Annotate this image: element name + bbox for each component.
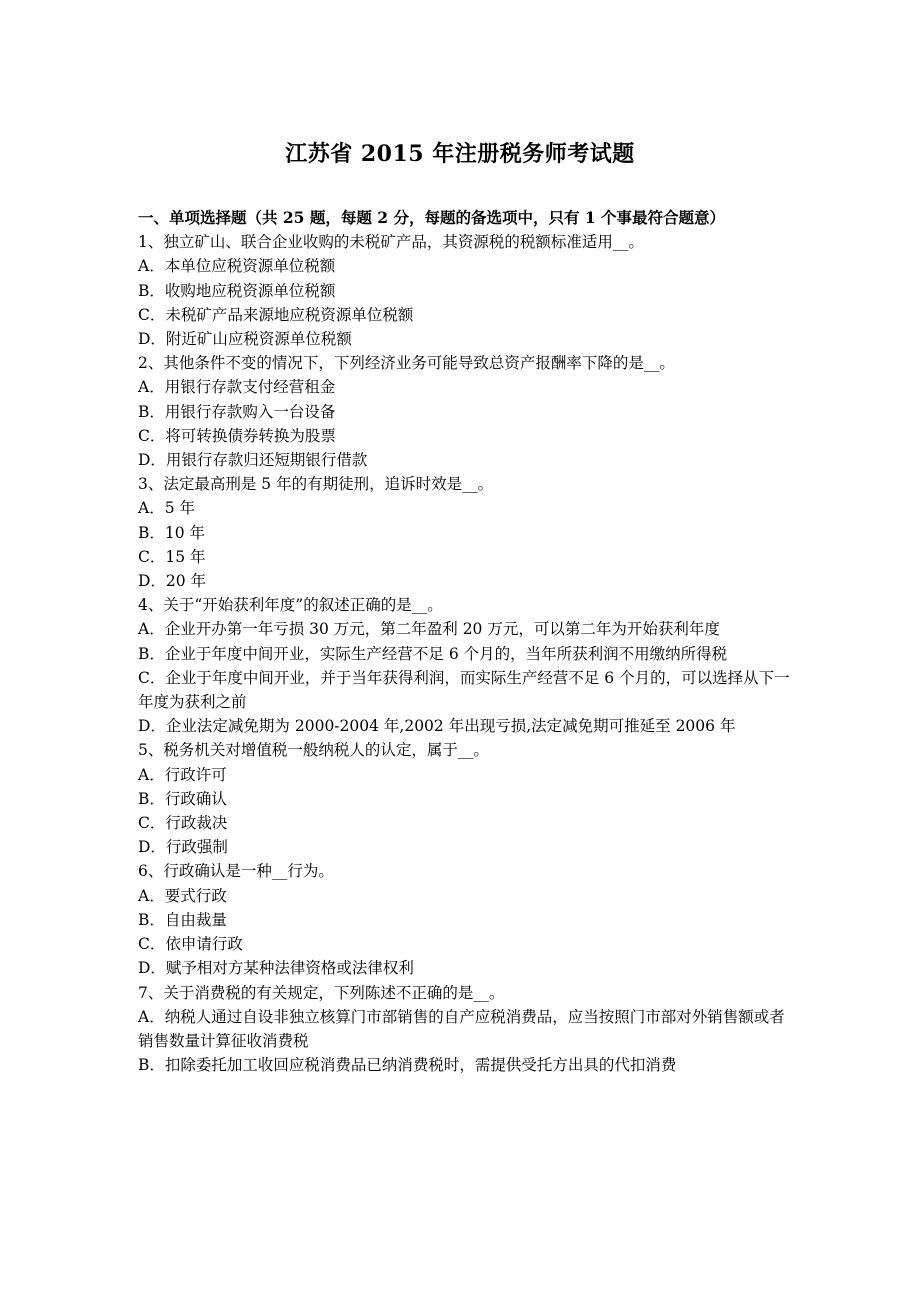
question-text: 6、行政确认是一种__行为。 bbox=[138, 862, 334, 881]
option-b: B．自由裁量 bbox=[138, 910, 227, 929]
option-d: D．行政强制 bbox=[138, 838, 228, 857]
option-a: A．纳税人通过自设非独立核算门市部销售的自产应税消费品，应当按照门市部对外销售额或者销售数量计算征收消费税 bbox=[138, 1007, 785, 1050]
option-d: D．用银行存款归还短期银行借款 bbox=[138, 451, 368, 470]
question-4 bbox=[138, 593, 796, 738]
option-b: B．企业于年度中间开业，实际生产经营不足 6 个月的，当年所获利润不用缴纳所得税 bbox=[138, 644, 728, 663]
question-text: 4、关于“开始获利年度”的叙述正确的是__。 bbox=[138, 596, 443, 615]
option-d: D．附近矿山应税资源单位税额 bbox=[138, 330, 352, 349]
option-c: C．将可转换债券转换为股票 bbox=[138, 426, 336, 445]
question-text: 7、关于消费税的有关规定，下列陈述不正确的是__。 bbox=[138, 983, 505, 1002]
option-c: C．企业于年度中间开业，并于当年获得利润，而实际生产经营不足 6 个月的，可以选择从下一年度为获利之前 bbox=[138, 668, 790, 712]
question-text: 2、其他条件不变的情况下，下列经济业务可能导致总资产报酬率下降的是__。 bbox=[138, 354, 675, 373]
option-c: C．未税矿产品来源地应税资源单位税额 bbox=[138, 305, 414, 324]
option-a: A．用银行存款支付经营租金 bbox=[138, 378, 336, 397]
option-a: A．要式行政 bbox=[138, 886, 227, 905]
option-b: B．行政确认 bbox=[138, 789, 227, 808]
option-b: B．收购地应税资源单位税额 bbox=[138, 281, 336, 300]
document-title: 江苏省 2015 年注册税务师考试题 bbox=[285, 141, 635, 167]
option-a: A．5 年 bbox=[138, 499, 195, 518]
question-text: 5、税务机关对增值税一般纳税人的认定，属于__。 bbox=[138, 741, 489, 760]
option-b: B．用银行存款购入一台设备 bbox=[138, 402, 336, 421]
option-c: C．依申请行政 bbox=[138, 935, 243, 954]
question-6 bbox=[138, 859, 796, 980]
question-text: 1、独立矿山、联合企业收购的未税矿产品，其资源税的税额标准适用__。 bbox=[138, 233, 644, 252]
option-d: D．企业法定减免期为 2000-2004 年,2002 年出现亏损,法定减免期可推延至 2006 年 bbox=[138, 717, 736, 736]
question-1 bbox=[138, 230, 796, 351]
question-text: 3、法定最高刑是 5 年的有期徒刑，追诉时效是__。 bbox=[138, 475, 494, 494]
question-7 bbox=[138, 981, 796, 1078]
question-2 bbox=[138, 351, 796, 472]
question-3 bbox=[138, 472, 796, 593]
option-d: D．20 年 bbox=[138, 572, 207, 591]
option-b: B．10 年 bbox=[138, 523, 206, 542]
question-5 bbox=[138, 738, 796, 859]
option-a: A．本单位应税资源单位税额 bbox=[138, 257, 336, 276]
document-body bbox=[138, 206, 796, 1077]
section-heading: 一、单项选择题（共 25 题，每题 2 分，每题的备选项中，只有 1 个事最符合题意） bbox=[138, 208, 726, 227]
option-c: C．行政裁决 bbox=[138, 814, 228, 833]
option-a: A．行政许可 bbox=[138, 765, 227, 784]
option-a: A．企业开办第一年亏损 30 万元，第二年盈利 20 万元，可以第二年为开始获利年度 bbox=[138, 620, 720, 639]
option-b: B．扣除委托加工收回应税消费品已纳消费税时，需提供受托方出具的代扣消费 bbox=[138, 1056, 677, 1075]
option-c: C．15 年 bbox=[138, 547, 206, 566]
option-d: D．赋予相对方某种法律资格或法律权利 bbox=[138, 959, 414, 978]
